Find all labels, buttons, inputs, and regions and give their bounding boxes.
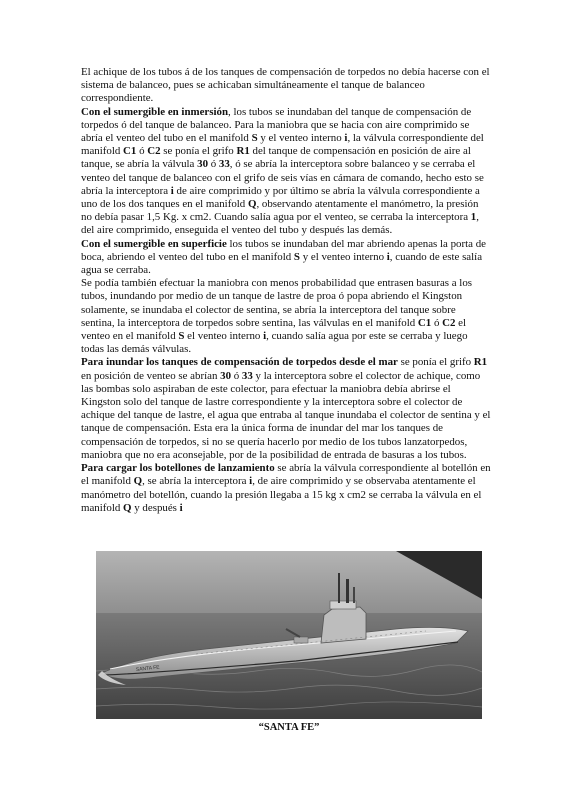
text-run: se ponía el grifo xyxy=(397,356,474,369)
text-run: , la válvula correspondiente del manifold xyxy=(81,132,484,158)
conning-tower xyxy=(321,607,366,643)
bold-run: C2 xyxy=(147,145,161,158)
bold-run: Q xyxy=(123,501,132,514)
tower-top xyxy=(330,601,356,609)
text-run: el venteo en el manifold xyxy=(81,316,467,343)
bold-run: Con el sumergible en superficie xyxy=(81,237,227,250)
bold-run: S xyxy=(293,250,300,263)
text-run: , de aire comprimido y se observaba atentamente el manómetro del botellón, cuando la presión llegaba a 15 kg x cm2 se cerraba la válvula en el manifold xyxy=(81,475,482,514)
bold-run: Q xyxy=(247,198,257,211)
submarine-photo xyxy=(96,551,482,719)
submarine-illustration xyxy=(96,551,482,719)
bold-run: 33 xyxy=(218,158,230,171)
text-run: , observando atentamente el manómetro, la presión no debía pasar 1,5 Kg. x cm2. Cuando salía agua por el venteo, se cerraba la interceptora xyxy=(81,198,479,224)
body-text xyxy=(81,66,491,515)
bold-run: 33 xyxy=(241,369,253,382)
text-run: y después xyxy=(131,501,180,514)
text-run: ó xyxy=(231,369,242,382)
bold-run: 30 xyxy=(197,158,209,171)
antenna xyxy=(353,587,355,603)
periscope xyxy=(338,573,340,603)
bold-run: C1 xyxy=(123,145,137,158)
text-run: se abría la válvula correspondiente al botellón en el manifold xyxy=(81,462,491,488)
deck-gun-mount xyxy=(294,637,308,643)
bold-run: i xyxy=(386,250,390,263)
bold-run: S xyxy=(251,132,258,145)
paragraph xyxy=(81,66,491,106)
text-run: ó xyxy=(431,316,443,329)
photo-caption: “SANTA FE” xyxy=(258,722,320,733)
text-run: , se abría la interceptora xyxy=(142,475,250,488)
bold-run: R1 xyxy=(473,356,488,369)
text-run: , cuando salía agua por este se cerraba y luego todas las demás válvulas. xyxy=(81,330,468,356)
bold-run: 1 xyxy=(470,211,477,224)
paragraph xyxy=(81,106,491,238)
bold-run: C2 xyxy=(442,316,456,329)
bold-run: C1 xyxy=(417,316,432,329)
bold-run: i xyxy=(263,330,267,343)
bold-run: Para cargar los botellones de lanzamiento xyxy=(81,462,275,475)
text-run: ó xyxy=(208,158,219,171)
bold-run: i xyxy=(170,184,174,197)
text-run: , los tubos se inundaban del tanque de compensación de torpedos ó del tanque de balanceo. Para la maniobra que se hacia con aire comprimido se abría el venteo del tubo en el manifold xyxy=(81,105,472,145)
paragraph xyxy=(81,462,491,515)
text-run: del tanque de compensación en posición de aire al tanque, se abría la válvula xyxy=(81,145,471,171)
paragraph xyxy=(81,277,491,356)
text-run: , cuando de este salía agua se cerraba. xyxy=(81,250,483,277)
paragraph xyxy=(81,356,491,462)
text-run: y el venteo interno xyxy=(257,132,345,145)
text-run: Se podía también efectuar la maniobra con menos probabilidad que entrasen basuras a los tubos, inundando por medio de un tanque de lastre de proa ó popa abriendo el Kingston solamente, se inundaba el colector de sentina, se abría la interceptora del tanque sobre sentina, la interceptora de torpedos sobre sentina, las válvulas en el manifold xyxy=(81,277,473,329)
text-run: El achique de los tubos á de los tanques de compensación de torpedos no debía hacerse con el sistema de balanceo, pues se achicaban simultáneamente el tanque de balanceo correspondiente. xyxy=(81,66,490,105)
radar-mast xyxy=(346,579,349,603)
text-run: y la interceptora sobre el colector de achique, como las bombas solo aspiraban de este colector, para efectuar la maniobra debía abrirse el Kingston solo del tanque de lastre correspondiente y la interceptora sobre el colector de achique del tanque de lastre, el agua que entraba al tanque inundaba el colector de sentina y el tanque de compensación. Esta era la única forma de inundar del mar los tanques de compensación de torpedos, si no se quería hacerlo por medio de los tubos lanzatorpedos, maniobra que no era aconsejable, por de la posibilidad de entrada de basuras a los tubos. xyxy=(81,369,491,461)
text-run: y el venteo interno xyxy=(299,250,387,263)
bold-run: i xyxy=(249,475,253,488)
bold-run: Para inundar los tanques de compensación de torpedos desde el mar xyxy=(81,356,398,369)
bold-run: i xyxy=(344,132,348,145)
text-run: , ó se abría la interceptora sobre balanceo y se cerraba el venteo del tanque de balanceo con el grifo de seis vías en cámara de comando, hecho esto se abría la interceptora xyxy=(81,158,484,197)
text-run: en posición de venteo se abrían xyxy=(81,369,221,382)
paragraph xyxy=(81,238,491,278)
bold-run: Q xyxy=(133,475,143,488)
text-run: el venteo interno xyxy=(184,330,264,343)
bold-run: R1 xyxy=(236,145,250,158)
bold-run: Con el sumergible en inmersión xyxy=(81,105,229,118)
bold-run: S xyxy=(178,330,185,343)
hull-label: SANTA FE xyxy=(135,664,160,673)
text-run: los tubos se inundaban del mar abriendo apenas la porta de boca, abriendo el venteo del tubo en el manifold xyxy=(81,237,486,263)
text-run: , del aire comprimido, enseguida el venteo del tubo y después las demás. xyxy=(81,211,479,237)
bold-run: i xyxy=(179,501,183,514)
bold-run: 30 xyxy=(220,369,232,382)
text-run: ó xyxy=(136,145,148,158)
text-run: se ponía el grifo xyxy=(160,145,237,158)
text-run: de aire comprimido y por último se abría la válvula correspondiente a uno de los dos tanques en el manifold xyxy=(81,184,480,211)
